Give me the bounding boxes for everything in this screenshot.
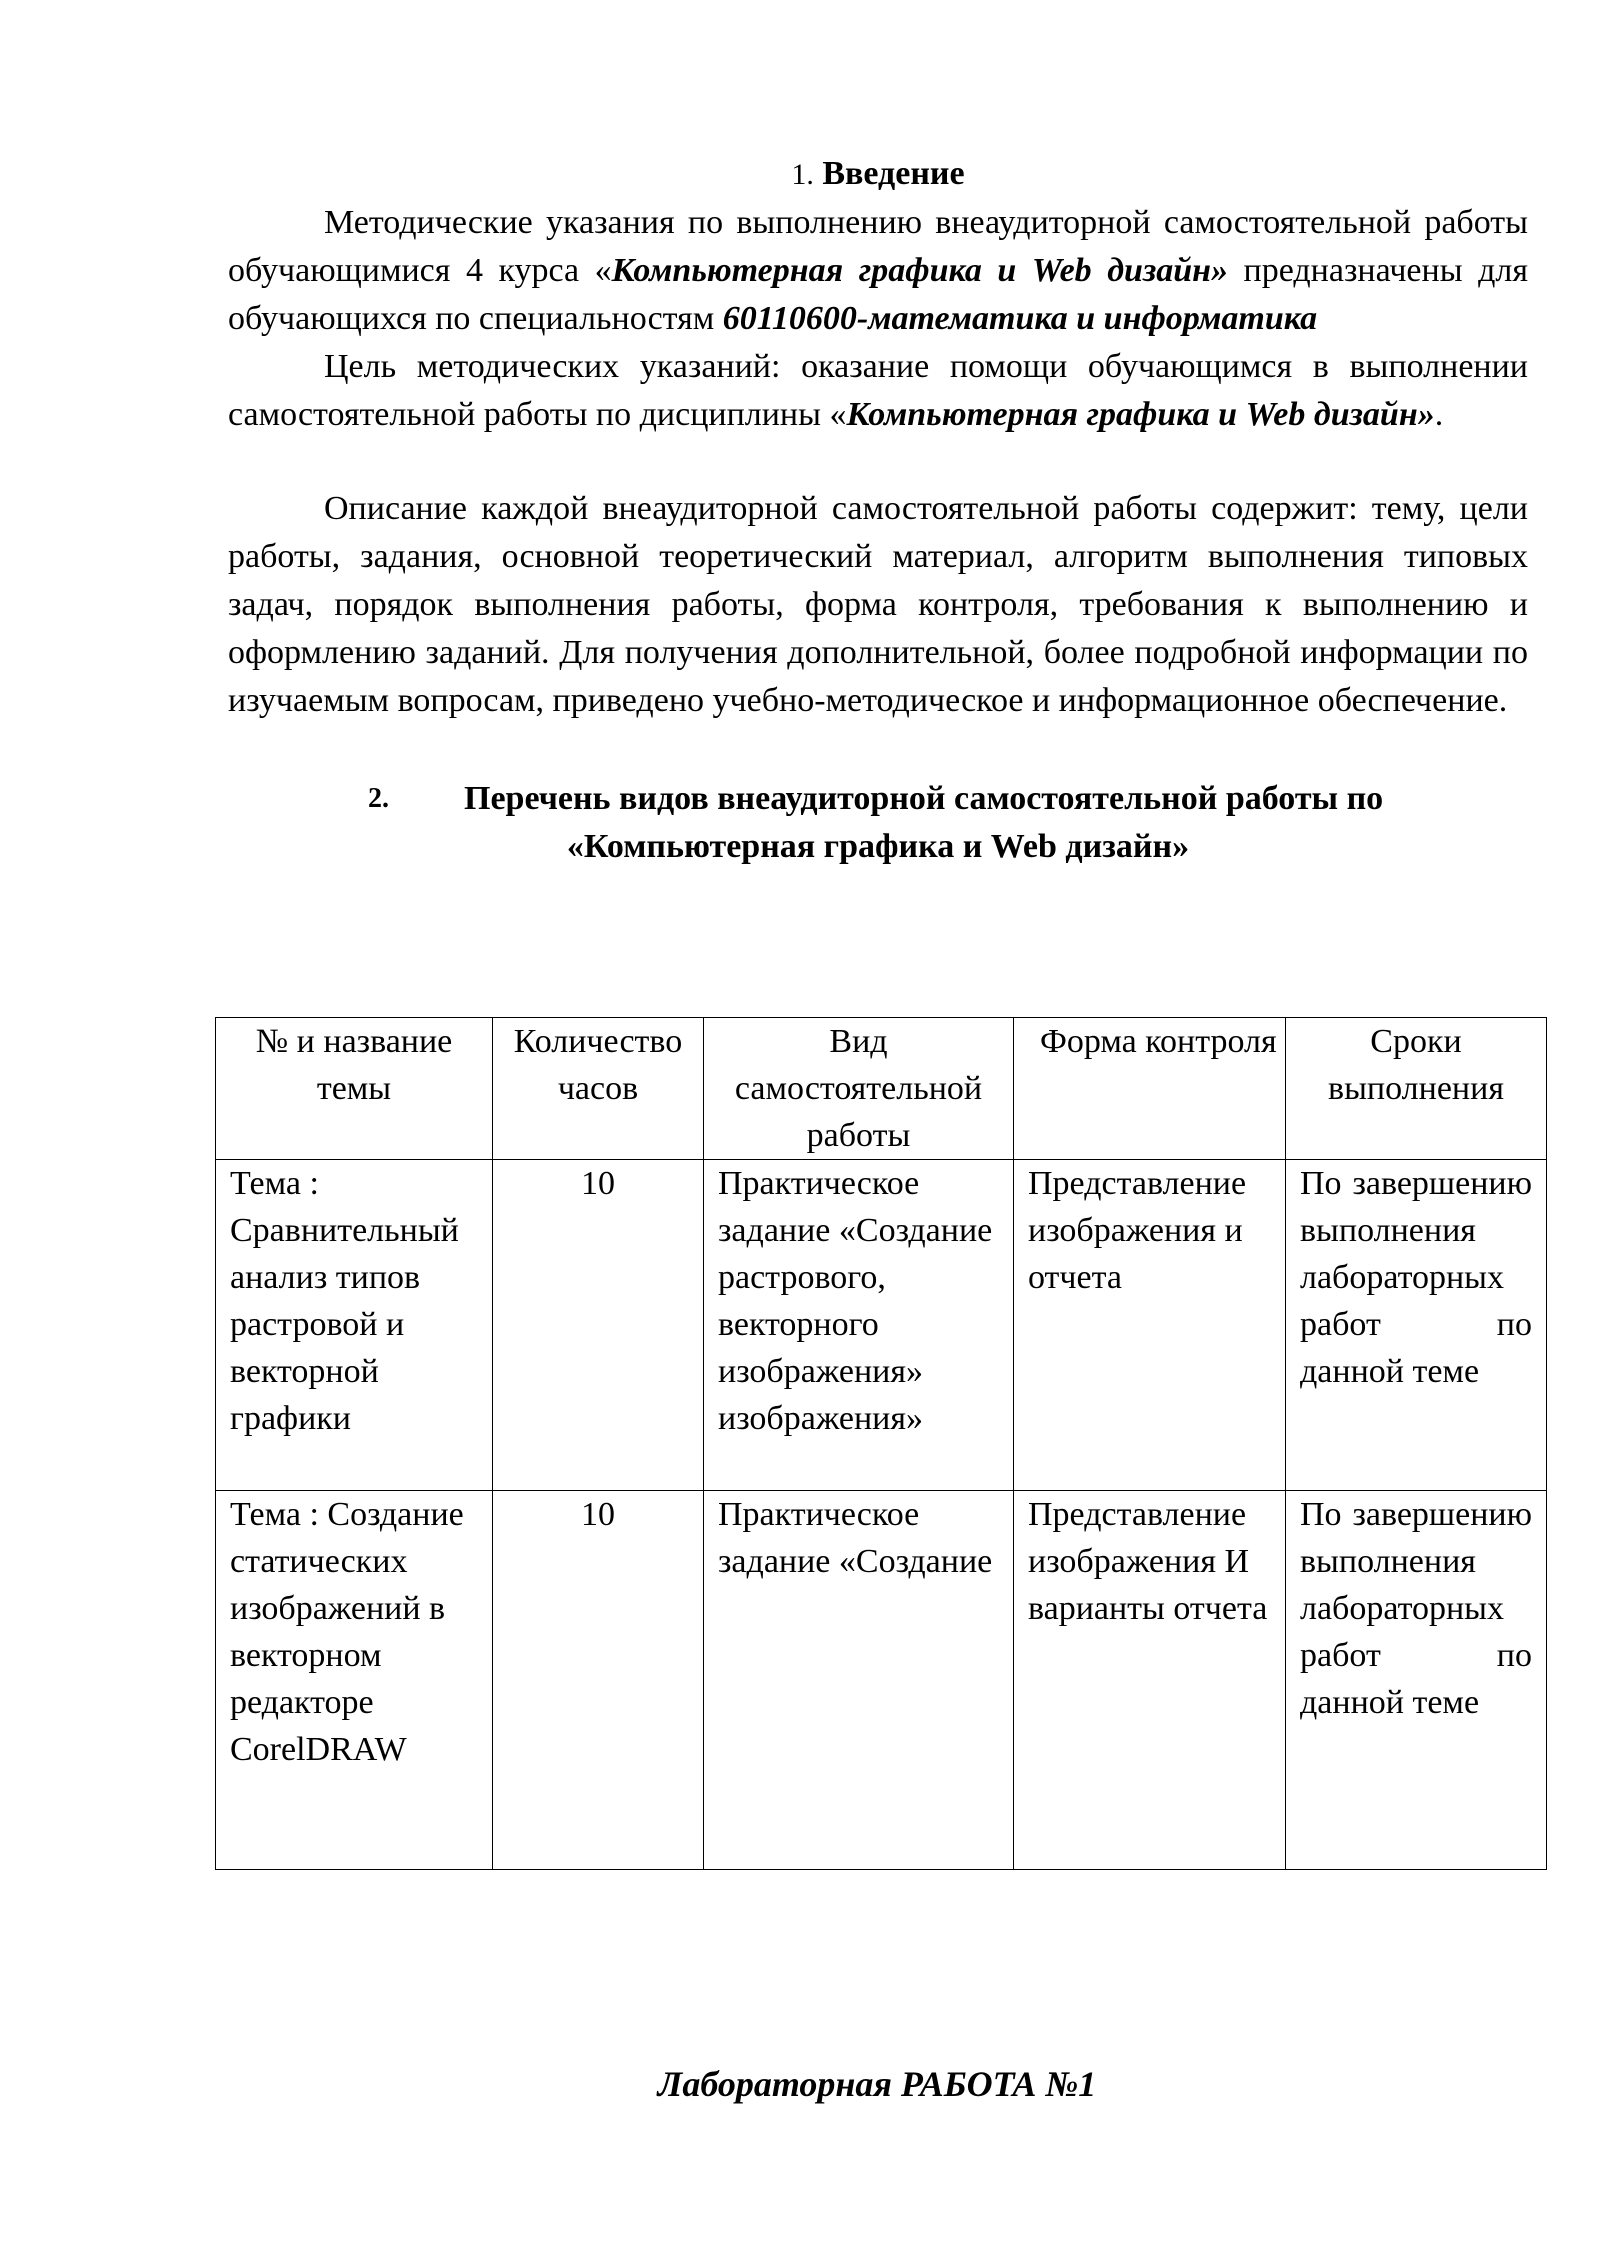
section-2-number: 2. [368,783,389,814]
header-deadline: Сроки выполнения [1286,1018,1547,1160]
intro-paragraph-1 [228,199,1528,343]
header-control: Форма контроля [1014,1018,1286,1160]
table-header-row [216,1018,1547,1160]
cell-topic: Тема : Создание статических изображений в векторном редакторе CorelDRAW [216,1491,493,1870]
table-row [216,1160,1547,1491]
header-topic: № и название темы [216,1018,493,1160]
section-2-title-line1: Перечень видов внеаудиторной самостоятельной работы по [464,780,1384,817]
cell-kind: Практическое задание «Создание [704,1491,1014,1870]
section-2-title-line2: «Компьютерная графика и Web дизайн» [566,828,1190,865]
cell-kind: Практическое задание «Создание растрового, векторного изображения» изображения» [704,1160,1014,1491]
section-1-heading [228,150,1528,199]
intro-p1-text-a: Методические указания по выполнению внеаудиторной самостоятельной работы обучающимися 4 курса « [228,204,1528,289]
intro-p2-course: Компьютерная графика и Web дизайн» [846,396,1435,433]
document-body [228,150,1528,871]
section-2-heading-line1 [228,775,1528,823]
intro-p2-text-a: Цель методических указаний: оказание помощи обучающимся в выполнении самостоятельной работы по дисциплины « [228,348,1528,433]
intro-p2-text-b: . [1434,396,1444,433]
lab-work-title: Лабораторная РАБОТА №1 [657,2064,1097,2104]
cell-hours: 10 [493,1160,704,1491]
cell-control: Представление изображения И варианты отчета [1014,1491,1286,1870]
header-hours: Количество часов [493,1018,704,1160]
intro-paragraph-3: Описание каждой внеаудиторной самостоятельной работы содержит: тему, цели работы, задания, основной теоретический материал, алгоритм выполнения типовых задач, порядок выполнения работы, форма контроля, требования к выполнению и оформлению заданий. Для получения дополнительной, более подробной информации по изучаемым вопросам, приведено учебно-методическое и информационное обеспечение. [228,490,1528,719]
self-study-table [215,1017,1547,1870]
cell-control: Представление изображения и отчета [1014,1160,1286,1491]
header-kind: Вид самостоятельной работы [704,1018,1014,1160]
intro-p1-speciality: 60110600-математика и информатика [722,300,1318,337]
intro-paragraph-2 [228,343,1528,439]
section-2-heading [228,775,1528,871]
cell-deadline: По завершению выполнения лабораторных работ по данной теме [1286,1160,1547,1491]
intro-p1-text-b: предназначены для обучающихся по специальностям [228,252,1528,337]
section-1-title: Введение [822,155,965,192]
cell-topic: Тема : Сравнительный анализ типов растровой и векторной графики [216,1160,493,1491]
paragraph-gap [228,439,1528,485]
cell-deadline: По завершению выполнения лабораторных работ по данной теме [1286,1491,1547,1870]
cell-hours: 10 [493,1491,704,1870]
section-1-number: 1. [791,158,814,191]
intro-p1-course: Компьютерная графика и Web дизайн» [611,252,1229,289]
table-row [216,1491,1547,1870]
